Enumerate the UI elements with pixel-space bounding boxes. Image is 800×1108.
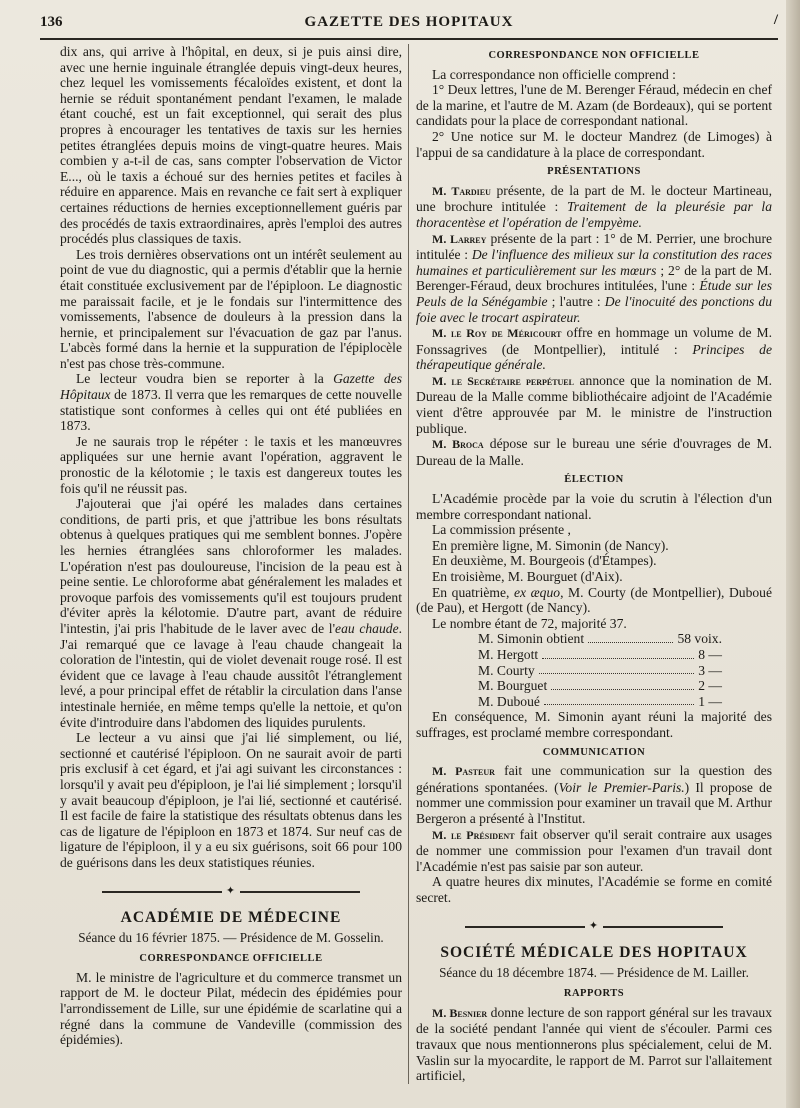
communication xyxy=(416,763,772,905)
rapports-text: M. Besnier donne lecture de son rapport général sur les travaux de la société pendant l'année qui vient de s'écouler. Parmi ces travaux que nous mentionnerons plus spécialement, celui de M. Vaslin sur la myocardite, le rapport de M. Parrot sur l'allaitement artificiel, xyxy=(416,1004,772,1084)
vote-count: 2 — xyxy=(698,678,722,694)
societe-title: SOCIÉTÉ MÉDICALE DES HOPITAUX xyxy=(440,944,748,962)
running-title: GAZETTE DES HOPITAUX xyxy=(304,14,514,30)
presentation-paragraph-3: M. le Secrétaire perpétuel annonce que la nomination de M. Dureau de la Malle comme bibliothécaire adjoint de l'Académie vient d'être approuvée par M. le ministre de l'instruction publique. xyxy=(416,372,772,436)
vote-name: M. Simonin obtient xyxy=(478,631,585,647)
vote-name: M. Bourguet xyxy=(478,678,548,694)
vote-list xyxy=(416,631,772,709)
vote-name: M. Hergott xyxy=(478,646,539,662)
presentation-paragraph-1: M. Larrey présente de la part : 1° de M. Perrier, une brochure intitulée : De l'influence des milieux sur la constitution des races humaines et particulièrement sur les mœurs ; 2° de la part de M. Berenger-Féraud, deux brochures intitulées, l'une : Étude sur les Peuls de la Sénégambie ; l'autre : De l'inocuité des ponctions du foie avec le trocart aspirateur. xyxy=(416,230,773,325)
page-edge xyxy=(786,0,800,1108)
corr-officielle-title: CORRESPONDANCE OFFICIELLE xyxy=(139,953,323,965)
corr-non-paragraph-1: 1° Deux lettres, l'une de M. Berenger Féraud, médecin en chef de la marine, et l'autre de M. Azam (de Bordeaux), qui se portent candidats pour la place de correspondant national. xyxy=(416,82,772,129)
presentations-title: PRÉSENTATIONS xyxy=(547,166,641,178)
presentation-paragraph-2: M. le Roy de Méricourt offre en hommage un volume de M. Fonssagrives (de Montpellier), intitulé : Principes de thérapeutique générale. xyxy=(416,325,773,373)
section-ornament: ✦ xyxy=(60,884,402,900)
academie-title: ACADÉMIE DE MÉDECINE xyxy=(120,909,342,927)
election-paragraph-3: En deuxième, M. Bourgeois (d'Étampes). xyxy=(432,553,657,569)
election-paragraph-1: La commission présente , xyxy=(432,522,571,538)
left-paragraph-3: Je ne saurais trop le répéter : le taxis et les manœuvres appliquées sur une hernie avant l'opération, aggravent le pronostic de la kélotomie ; le taxis est dangereux toutes les fois qu'il ne réussit pas. xyxy=(60,433,402,496)
right-column xyxy=(416,44,772,1084)
vote-count: 3 — xyxy=(698,662,722,678)
corr-officielle-text: M. le ministre de l'agriculture et du commerce transmet un rapport de M. le docteur Pilat, médecin des épidémies pour l'arrondissement de Lille, sur une épidémie de scarlatine qui a régné dans la commune de Vandeville (commission des épidémies). xyxy=(60,969,402,1048)
presentation-paragraph-0: M. Tardieu présente, de la part de M. le docteur Martineau, une brochure intitulée : Traitement de la pleurésie par la thoracentèse et l'opération de l'empyème. xyxy=(416,182,772,230)
corr-non-paragraph-2: 2° Une notice sur M. le docteur Mandrez (de Limoges) à l'appui de sa candidature à la place de correspondant. xyxy=(416,128,772,160)
election-paragraph-2: En première ligne, M. Simonin (de Nancy). xyxy=(432,537,669,553)
page-number: 136 xyxy=(40,14,63,30)
corr-non-officielle xyxy=(416,67,772,161)
election-paragraph-4: En troisième, M. Bourguet (d'Aix). xyxy=(432,569,623,584)
vote-leader-dots xyxy=(588,631,673,643)
vote-row xyxy=(416,663,772,679)
election-result: En conséquence, M. Simonin ayant réuni la majorité des suffrages, est proclamé membre correspondant. xyxy=(416,709,772,740)
column-rule xyxy=(408,44,409,1084)
election-paragraph-5: En quatrième, ex æquo, M. Courty (de Montpellier), Duboué (de Pau), et Hergott (de Nancy). xyxy=(416,584,772,616)
left-paragraph-1: Les trois dernières observations ont un intérêt seulement au point de vue du diagnostic, qui a permis d'établir que la hernie était constituée exclusivement par de l'épiploon. Le diagnostic me paraissait facile, et je le fondais sur l'intermittence des vomissements, l'absence de douleurs à la pression dans la hernie, et principalement sur l'évacuation de gaz par l'anus. L'abcès formé dans la hernie et la suppuration de l'épiplocèle n'est pas chose très-commune. xyxy=(60,246,402,371)
section-ornament-right: ✦ xyxy=(416,919,772,935)
vote-leader-dots xyxy=(544,694,694,706)
election-paragraph-6: Le nombre étant de 72, majorité 37. xyxy=(432,615,627,631)
left-column xyxy=(60,44,402,1048)
page-mark: / xyxy=(773,12,778,28)
presentations xyxy=(416,183,772,469)
communication-paragraph-2: A quatre heures dix minutes, l'Académie se forme en comité secret. xyxy=(416,874,772,905)
vote-row xyxy=(416,694,772,710)
vote-count: 1 — xyxy=(698,693,722,709)
left-paragraph-4: J'ajouterai que j'ai opéré les malades dans certaines conditions, de parti pris, et que j'attribue les bons résultats obtenus à quelques pratiques qui me semblent bonnes. J'opère les hernies étranglées sans chloroformer les malades. L'opération n'est pas douloureuse, l'incision de la peau est à peine sentie. Le chloroforme abat généralement les malades et provoque parfois des vomissements qu'il est toujours prudent d'éviter après la kélotomie. D'autre part, avant de réduire l'intestin, j'ai pris l'habitude de le laver avec de l'eau chaude. J'ai remarqué que ce lavage à l'eau chaude changeait la coloration de l'intestin, qui de violet devenait rouge rosé. Il est évident que ce lavage à l'eau chaude aussitôt l'étranglement levé, a pour principal effet de rétablir la circulation dans l'anse intestinale herniée, en même temps qu'elle la nettoie, et qu'on évite d'introduire dans l'abdomen des liquides purulents. xyxy=(60,496,403,730)
election-paragraph-0: L'Académie procède par la voie du scrutin à l'élection d'un membre correspondant national. xyxy=(416,491,772,522)
vote-row xyxy=(416,678,772,694)
communication-paragraph-1: M. le Président fait observer qu'il serait contraire aux usages de nommer une commission pour l'examen d'un travail dont l'Académie n'est pas saisie par son auteur. xyxy=(416,826,772,874)
election-intro xyxy=(416,491,772,631)
vote-count: 58 voix. xyxy=(677,631,722,647)
election-title: ÉLECTION xyxy=(564,474,624,486)
communication-title: COMMUNICATION xyxy=(542,746,646,758)
vote-name: M. Courty xyxy=(478,662,535,678)
left-paragraph-5: Le lecteur a vu ainsi que j'ai lié simplement, ou lié, sectionné et cautérisé l'épiploon. On ne saurait avoir de parti pris exclusif à cet égard, et j'ai agi suivant les circonstances : lorsqu'il y avait peu d'épiploon, je l'ai lié simplement ; lorsqu'il y avait beaucoup d'épiploon, je l'ai lié, sectionné et cautérisé. Il est facile de faire la statistique des résultats obtenus dans les cas de ligature de l'épiploon en 1873 et 1874. Sur neuf cas de ligature de l'épiploon, il y a eu six guérisons, soit 66 pour 100 de guérisons dans les deux statistiques réunies. xyxy=(60,730,402,870)
vote-count: 8 — xyxy=(698,646,722,662)
left-paragraph-0: dix ans, qui arrive à l'hôpital, en deux, si je puis ainsi dire, avec une hernie inguinale étranglée depuis vingt-deux heures, chez lequel les vomissements fécaloïdes existent, et dont la hernie se réduit spontanément pendant l'examen, le malade étant couché, est un fait exceptionnel, qui serait des plus propres à encourager les tentatives de taxis sur les hernies petites étranglées depuis moins de vingt-quatre heures. Mais combien y a-t-il de cas, sans compter l'observation de Victor E..., où le taxis a échoué sur des hernies petites et faciles à réduire en apparence. Mais en revanche ce fait sert à expliquer certaines réductions de hernies exceptionnellement guéris par des procédés de taxis extraordinaires, après l'emploi des autres procédés plus classiques de taxis. xyxy=(60,44,402,247)
vote-leader-dots xyxy=(542,647,694,659)
corr-non-paragraph-0: La correspondance non officielle comprend : xyxy=(432,66,676,82)
vote-leader-dots xyxy=(539,663,695,675)
rapports-title: RAPPORTS xyxy=(563,988,625,1000)
vote-name: M. Duboué xyxy=(478,693,540,709)
vote-row xyxy=(416,631,772,647)
left-paragraph-2: Le lecteur voudra bien se reporter à la Gazette des Hôpitaux de 1873. Il verra que les remarques de cette nouvelle statistique sont conformes à celles qui ont été publiées en 1873. xyxy=(60,371,403,434)
vote-leader-dots xyxy=(551,678,694,690)
presentation-paragraph-4: M. Broca dépose sur le bureau une série d'ouvrages de M. Dureau de la Malle. xyxy=(416,436,772,468)
communication-paragraph-0: M. Pasteur fait une communication sur la question des générations spontanées. (Voir le Premier-Paris.) Il propose de nommer une commission pour examiner un travail que M. Arthur Bergeron a présenté à l'Institut. xyxy=(416,763,773,826)
left-article xyxy=(60,44,402,870)
page-header xyxy=(40,12,778,40)
corr-non-officielle-title: CORRESPONDANCE NON OFFICIELLE xyxy=(488,50,700,61)
societe-seance: Séance du 18 décembre 1874. — Présidence de M. Lailler. xyxy=(439,964,749,980)
vote-row xyxy=(416,647,772,663)
academie-seance: Séance du 16 février 1875. — Présidence de M. Gosselin. xyxy=(78,929,384,945)
